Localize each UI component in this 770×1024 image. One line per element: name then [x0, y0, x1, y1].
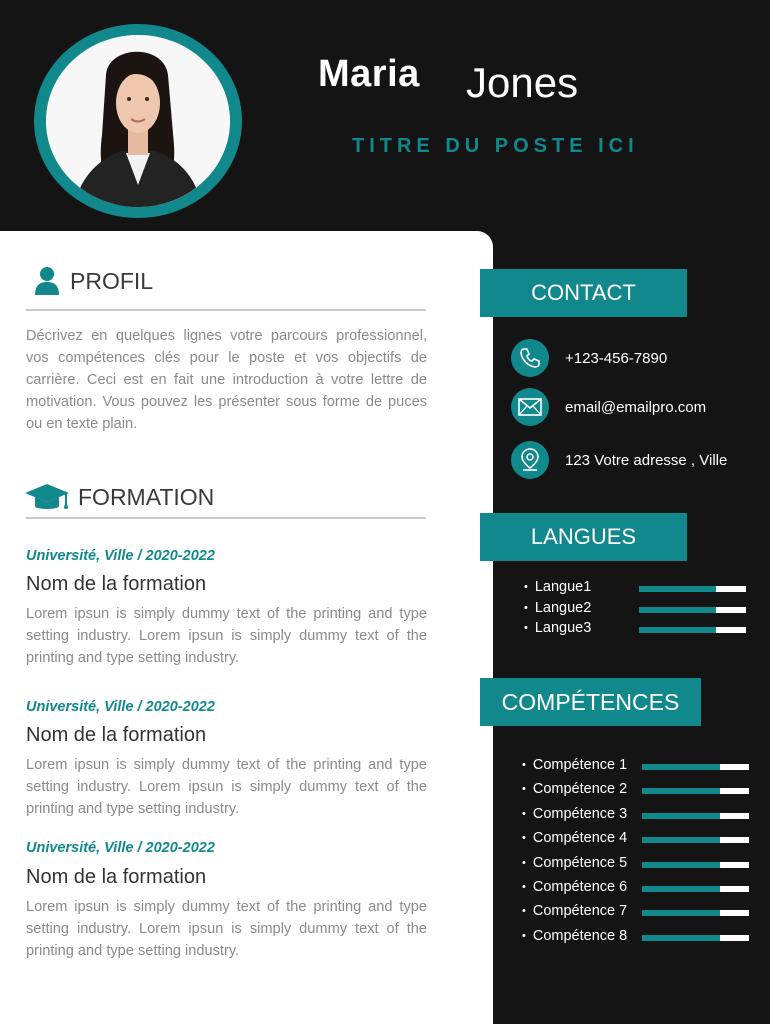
contact-address-row [511, 441, 728, 479]
education-meta: Université, Ville / 2020-2022 [26, 699, 215, 715]
education-title: FORMATION [78, 483, 215, 510]
skill-item [522, 928, 627, 944]
skill-item [522, 830, 627, 846]
skill-level-bar [642, 910, 749, 916]
skills-heading: COMPÉTENCES [480, 678, 701, 726]
skill-name: Compétence 1 [532, 757, 628, 773]
skill-level-fill [642, 788, 720, 794]
contact-address: 123 Votre adresse , Ville [565, 451, 728, 469]
language-level-bar [639, 586, 746, 592]
education-desc: Lorem ipsun is simply dummy text of the printing and type setting industry. Lorem ipsun is simply dummy text of the printing and type setting industry. [26, 757, 427, 817]
skill-level-fill [642, 764, 720, 770]
bullet-icon: • [524, 622, 528, 634]
bullet-icon: • [524, 581, 528, 593]
profile-photo [46, 35, 230, 207]
skill-name: Compétence 8 [532, 927, 628, 944]
education-meta: Université, Ville / 2020-2022 [26, 840, 215, 856]
skill-level-fill [642, 837, 720, 843]
language-name: Langue2 [534, 599, 592, 616]
education-name: Nom de la formation [26, 573, 207, 595]
user-icon [34, 266, 60, 296]
skill-level-bar [642, 788, 749, 794]
contact-heading: CONTACT [480, 269, 687, 317]
bullet-icon: • [522, 832, 526, 845]
first-name: Maria [318, 53, 420, 95]
skill-level-bar [642, 837, 749, 843]
profile-heading [34, 266, 153, 296]
skill-name: Compétence 3 [532, 805, 628, 822]
skill-name: Compétence 5 [532, 854, 628, 871]
bullet-icon: • [522, 905, 526, 918]
language-level-fill [639, 607, 716, 613]
bullet-icon: • [522, 807, 526, 820]
contact-phone-row [511, 339, 668, 377]
language-name: Langue1 [534, 579, 592, 595]
skill-level-bar [642, 813, 749, 819]
language-item [524, 579, 591, 595]
language-level-fill [639, 586, 716, 592]
location-pin-icon [511, 441, 549, 479]
skill-level-fill [642, 886, 720, 892]
education-heading [24, 482, 214, 512]
bullet-icon: • [522, 881, 526, 893]
skill-level-bar [642, 862, 749, 868]
skill-item [522, 781, 627, 797]
language-name: Langue3 [534, 620, 592, 636]
contact-email: email@emailpro.com [565, 398, 707, 416]
bullet-icon: • [522, 759, 526, 771]
language-level-bar [639, 627, 746, 633]
last-name: Jones [466, 59, 579, 106]
language-item [524, 620, 591, 636]
skill-level-bar [642, 886, 749, 892]
phone-icon [511, 339, 549, 377]
bullet-icon: • [522, 929, 526, 942]
skill-item [522, 855, 627, 871]
education-meta: Université, Ville / 2020-2022 [26, 548, 215, 564]
education-name: Nom de la formation [26, 866, 207, 888]
languages-heading: LANGUES [480, 513, 687, 561]
profile-text: Décrivez en quelques lignes votre parcours professionnel, vos compétences clés pour le poste et vos objectifs de carrière. Ceci est en fait une introduction à votre lettre de motivation. Vous pouvez les présenter sous forme de puces ou en texte plain. [26, 328, 427, 432]
graduation-cap-icon [24, 482, 70, 512]
education-name: Nom de la formation [26, 724, 207, 746]
skill-level-fill [642, 935, 720, 941]
skill-item [522, 757, 627, 773]
contact-email-row [511, 388, 707, 426]
skill-name: Compétence 2 [532, 781, 628, 798]
contact-phone: +123-456-7890 [565, 349, 668, 367]
skill-name: Compétence 4 [532, 830, 628, 847]
job-title: TITRE DU POSTE ICI [352, 135, 639, 157]
skill-level-bar [642, 764, 749, 770]
skill-item [522, 879, 627, 895]
skill-level-fill [642, 910, 720, 916]
education-divider [26, 517, 426, 519]
language-level-fill [639, 627, 716, 633]
bullet-icon: • [524, 601, 528, 614]
skill-name: Compétence 6 [532, 879, 628, 895]
education-desc: Lorem ipsun is simply dummy text of the printing and type setting industry. Lorem ipsun is simply dummy text of the printing and type setting industry. [26, 899, 427, 959]
bullet-icon: • [522, 856, 526, 869]
envelope-icon [511, 388, 549, 426]
bullet-icon: • [522, 783, 526, 796]
skill-name: Compétence 7 [532, 903, 628, 920]
profile-title: PROFIL [70, 267, 154, 294]
skill-level-fill [642, 862, 720, 868]
skill-level-bar [642, 935, 749, 941]
skill-item [522, 806, 627, 822]
language-item [524, 600, 591, 616]
skill-item [522, 903, 627, 919]
skill-level-fill [642, 813, 720, 819]
profile-divider [26, 309, 426, 311]
language-level-bar [639, 607, 746, 613]
education-desc: Lorem ipsun is simply dummy text of the printing and type setting industry. Lorem ipsun is simply dummy text of the printing and type setting industry. [26, 606, 427, 666]
